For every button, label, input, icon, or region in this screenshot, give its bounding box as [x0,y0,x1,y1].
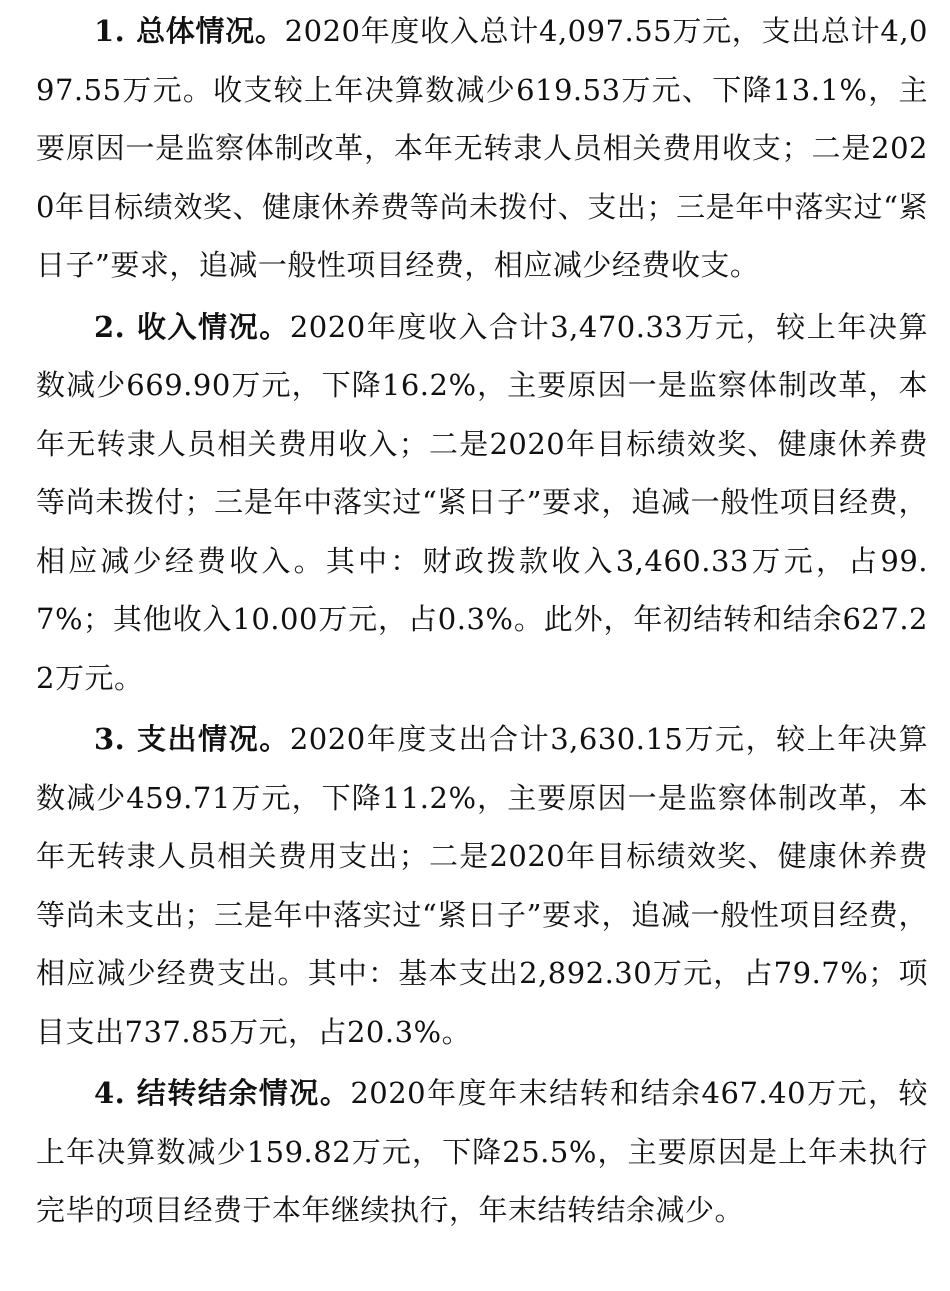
heading-carryover: 4. 结转结余情况。 [94,1076,351,1110]
paragraph-expenditure [36,710,928,1061]
body-income: 2020年度收入合计3,470.33万元，较上年决算数减少669.90万元，下降16.2%，主要原因一是监察体制改革，本年无转隶人员相关费用收入；二是2020年目标绩效奖、健康休养费等尚未拨付；三是年中落实过“紧日子”要求，追减一般性项目经费，相应减少经费收入。其中：财政拨款收入3,460.33万元，占99.7%；其他收入10.00万元，占0.3%。此外，年初结转和结余627.22万元。 [36,309,928,695]
heading-overall: 1. 总体情况。 [94,14,285,48]
paragraph-income [36,298,928,708]
body-expenditure: 2020年度支出合计3,630.15万元，较上年决算数减少459.71万元，下降11.2%，主要原因一是监察体制改革，本年无转隶人员相关费用支出；二是2020年目标绩效奖、健康休养费等尚未支出；三是年中落实过“紧日子”要求，追减一般性项目经费，相应减少经费支出。其中：基本支出2,892.30万元，占79.7%；项目支出737.85万元，占20.3%。 [36,722,928,1049]
body-overall: 2020年度收入总计4,097.55万元，支出总计4,097.55万元。收支较上年决算数减少619.53万元、下降13.1%，主要原因一是监察体制改革，本年无转隶人员相关费用收支；二是2020年目标绩效奖、健康休养费等尚未拨付、支出；三是年中落实过“紧日子”要求，追减一般性项目经费，相应减少经费收支。 [36,14,928,282]
paragraph-carryover [36,1064,928,1240]
body-carryover: 2020年度年末结转和结余467.40万元，较上年决算数减少159.82万元，下降25.5%，主要原因是上年未执行完毕的项目经费于本年继续执行，年末结转结余减少。 [36,1076,929,1227]
paragraph-overall [36,2,928,295]
heading-income: 2. 收入情况。 [94,309,290,344]
heading-expenditure: 3. 支出情况。 [94,722,290,756]
